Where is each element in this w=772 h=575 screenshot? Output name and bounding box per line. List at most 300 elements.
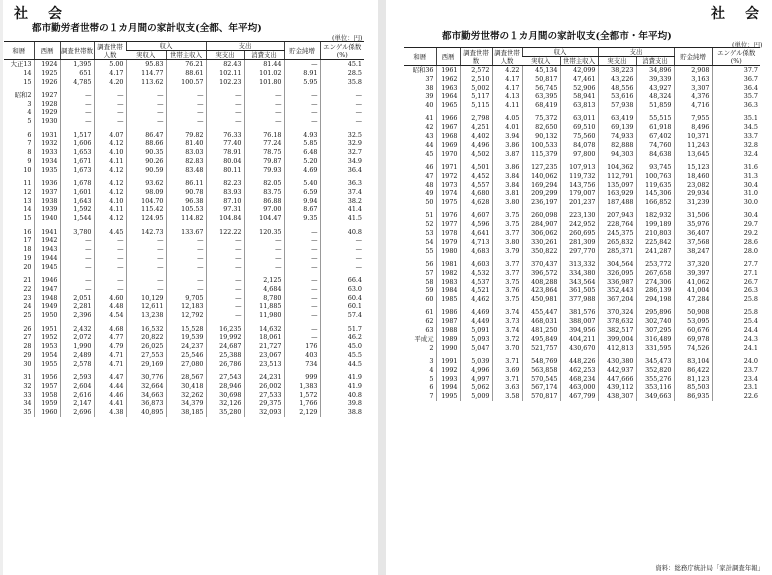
table-cell: 97,800 <box>560 150 598 159</box>
table-cell: — <box>126 263 166 272</box>
table-cell: — <box>244 245 284 254</box>
table-cell: 85,503 <box>674 383 712 392</box>
table-title: 都市勤労者世帯の１カ月間の家計収支(全都、年平均) <box>32 23 262 34</box>
table-cell: 30.4 <box>712 211 760 220</box>
table-cell: — <box>60 263 94 272</box>
table-cell: 51 <box>425 211 434 220</box>
table-cell: 31.3 <box>712 172 760 181</box>
table-cell: 2,510 <box>460 75 492 84</box>
table-cell: 42,099 <box>560 66 598 75</box>
table-cell: 24,237 <box>166 342 206 351</box>
table-cell: 4,641 <box>460 229 492 238</box>
table-cell: 24.1 <box>712 344 760 353</box>
table-cell: 86,422 <box>674 366 712 375</box>
table-row <box>404 123 760 132</box>
table-cell: 378,632 <box>598 317 636 326</box>
table-cell: 11,885 <box>244 302 284 311</box>
table-cell: 88.61 <box>166 69 206 78</box>
table-cell: 28.0 <box>712 247 760 256</box>
table-row <box>4 205 364 214</box>
table-cell: 97.31 <box>206 205 244 214</box>
table-cell: 4.48 <box>94 302 126 311</box>
table-cell: 349,663 <box>636 392 674 401</box>
header-survey-households: 調査世帯数 <box>60 42 94 60</box>
table-cell: 119,732 <box>560 172 598 181</box>
table-cell: 1,990 <box>60 342 94 351</box>
table-cell: 1962 <box>436 75 460 84</box>
table-cell: 41.4 <box>320 205 364 214</box>
table-cell: 34.9 <box>320 157 364 166</box>
table-cell: 8.67 <box>284 205 320 214</box>
table-cell: 307,295 <box>636 326 674 335</box>
table-cell: 31 <box>23 373 32 381</box>
table-cell: 3.94 <box>492 132 522 141</box>
table-cell: 1939 <box>34 205 60 214</box>
table-cell: — <box>206 117 244 126</box>
table-cell: 1956 <box>34 373 60 382</box>
table-cell: 12,611 <box>126 302 166 311</box>
table-cell: 394,956 <box>560 326 598 335</box>
table-cell: 63,395 <box>522 92 560 101</box>
table-cell: 3.63 <box>492 383 522 392</box>
table-cell: 35.8 <box>320 78 364 87</box>
table-cell: — <box>206 245 244 254</box>
table-cell: — <box>60 117 94 126</box>
header-engel: エンゲル係数(%) <box>320 42 364 60</box>
table-cell: 1992 <box>436 366 460 375</box>
table-cell: 30.4 <box>712 181 760 190</box>
table-cell: 3.75 <box>492 295 522 304</box>
table-cell: 1945 <box>34 263 60 272</box>
table-cell: 521,757 <box>522 344 560 353</box>
table-cell: 53 <box>425 229 434 238</box>
table-cell: 207,943 <box>598 211 636 220</box>
table-cell: 3.86 <box>492 163 522 172</box>
table-cell: 32.8 <box>712 141 760 150</box>
table-cell: 7,955 <box>674 114 712 123</box>
table-cell: 90,132 <box>522 132 560 141</box>
table-cell: 5,091 <box>460 326 492 335</box>
table-cell: — <box>166 108 206 117</box>
table-cell: 326,095 <box>598 269 636 278</box>
table-row <box>404 189 760 198</box>
header-household-members: 調査世帯人数 <box>492 48 522 66</box>
table-cell: 316,489 <box>636 335 674 344</box>
table-cell: 113.62 <box>126 78 166 87</box>
table-cell: 93.62 <box>126 179 166 188</box>
table-cell: 462,253 <box>560 366 598 375</box>
table-row <box>404 392 760 401</box>
table-cell: 4,680 <box>460 189 492 198</box>
table-row <box>404 344 760 353</box>
table-row <box>4 263 364 272</box>
table-row <box>404 198 760 207</box>
table-cell: 463,000 <box>560 383 598 392</box>
table-cell: 1,544 <box>60 214 94 223</box>
table-cell: 45,134 <box>522 66 560 75</box>
table-cell: 3.87 <box>492 150 522 159</box>
table-cell: 2,616 <box>60 391 94 400</box>
table-cell: 37,320 <box>674 260 712 269</box>
table-cell: 1980 <box>436 247 460 256</box>
table-cell: 58 <box>425 277 434 286</box>
table-cell: 63,011 <box>560 114 598 123</box>
table-row <box>404 317 760 326</box>
table-cell: 286,139 <box>636 286 674 295</box>
table-cell: — <box>166 276 206 285</box>
table-cell: 1981 <box>436 260 460 269</box>
table-cell: — <box>126 245 166 254</box>
table-cell: 4 <box>429 365 434 374</box>
table-cell: 3,163 <box>674 75 712 84</box>
table-cell: 2,489 <box>60 351 94 360</box>
table-cell: 5.85 <box>284 139 320 148</box>
table-row <box>404 260 760 269</box>
table-cell: — <box>60 108 94 117</box>
table-cell: 79.87 <box>244 157 284 166</box>
table-cell: 4,376 <box>674 92 712 101</box>
table-cell: 31.0 <box>712 189 760 198</box>
table-cell: 3,307 <box>674 84 712 93</box>
table-cell: 3.80 <box>492 198 522 207</box>
header-consumption: 消費支出 <box>244 51 284 60</box>
table-cell: 352,443 <box>598 286 636 295</box>
table-row <box>404 132 760 141</box>
table-cell: — <box>284 100 320 109</box>
table-cell: 29 <box>23 350 32 359</box>
table-cell: 86.47 <box>126 131 166 140</box>
table-cell: — <box>284 276 320 285</box>
table-row <box>404 66 760 75</box>
table-row <box>404 141 760 150</box>
table-cell: 40.8 <box>320 228 364 237</box>
table-cell: 1982 <box>436 269 460 278</box>
table-cell: 570,817 <box>522 392 560 401</box>
table-cell: 26,786 <box>206 360 244 369</box>
table-cell: 4.54 <box>94 311 126 320</box>
table-cell: 1,673 <box>60 166 94 175</box>
table-cell: — <box>244 117 284 126</box>
table-cell: 201,237 <box>560 198 598 207</box>
table-cell: 61,918 <box>636 123 674 132</box>
table-cell: 14 <box>23 205 32 214</box>
table-cell: 4,449 <box>460 317 492 326</box>
header-income: 収入 <box>522 48 598 57</box>
table-cell: 468,234 <box>560 375 598 384</box>
table-cell: 1965 <box>436 101 460 110</box>
table-cell: 267,658 <box>636 269 674 278</box>
table-cell: 430,670 <box>560 344 598 353</box>
table-cell: 143,756 <box>560 181 598 190</box>
table-cell: 265,832 <box>598 238 636 247</box>
table-cell: 4,996 <box>460 366 492 375</box>
table-row <box>4 360 364 369</box>
table-cell: 34,379 <box>166 399 206 408</box>
table-cell: 52,906 <box>560 84 598 93</box>
table-cell: — <box>244 254 284 263</box>
table-cell: 3.75 <box>492 220 522 229</box>
table-cell: 1957 <box>34 382 60 391</box>
table-cell: 39,339 <box>636 75 674 84</box>
table-cell: 4.69 <box>284 166 320 175</box>
table-cell: 32.9 <box>320 139 364 148</box>
table-cell: 142.73 <box>126 228 166 237</box>
table-cell: 9.35 <box>284 214 320 223</box>
table-cell: 112,791 <box>598 172 636 181</box>
table-cell: 1931 <box>34 131 60 140</box>
table-cell: 396,572 <box>522 269 560 278</box>
table-cell: 66.4 <box>320 276 364 285</box>
table-cell: 408,288 <box>522 278 560 287</box>
table-cell: 1944 <box>34 254 60 263</box>
table-row <box>4 333 364 342</box>
table-cell: 28,946 <box>206 382 244 391</box>
table-row <box>4 139 364 148</box>
table-cell: — <box>166 263 206 272</box>
table-row <box>4 69 364 78</box>
table-cell: 4.38 <box>94 408 126 417</box>
table-cell: 27,553 <box>126 351 166 360</box>
table-cell: 1978 <box>436 229 460 238</box>
table-cell: 1991 <box>436 357 460 366</box>
table-cell: 40,895 <box>126 408 166 417</box>
table-cell: 4.13 <box>492 92 522 101</box>
table-cell: 1952 <box>34 333 60 342</box>
table-cell: 4.12 <box>94 166 126 175</box>
table-cell: 1950 <box>34 311 60 320</box>
table-cell: 25,546 <box>166 351 206 360</box>
table-cell: 90.26 <box>126 157 166 166</box>
table-row <box>4 302 364 311</box>
table-cell: 297,770 <box>560 247 598 256</box>
table-cell: 57,938 <box>598 101 636 110</box>
table-cell: — <box>60 276 94 285</box>
table-cell: 1967 <box>436 123 460 132</box>
table-cell: 48,556 <box>598 84 636 93</box>
table-cell: 69,510 <box>560 123 598 132</box>
table-cell: 67,402 <box>636 132 674 141</box>
table-cell: 1,766 <box>284 399 320 408</box>
table-cell: 83.93 <box>206 188 244 197</box>
table-cell: 5,009 <box>460 392 492 401</box>
table-cell: 404,211 <box>560 335 598 344</box>
table-cell: 570,545 <box>522 375 560 384</box>
table-cell: — <box>94 117 126 126</box>
table-cell: 5,039 <box>460 357 492 366</box>
table-cell: 60 <box>425 295 434 304</box>
table-cell: — <box>206 302 244 311</box>
table-cell: 23.1 <box>712 383 760 392</box>
table-cell: 90.78 <box>166 188 206 197</box>
table-cell: 32,262 <box>166 391 206 400</box>
table-cell: 5.00 <box>94 60 126 69</box>
table-cell: 29.7 <box>712 220 760 229</box>
table-cell: 29,169 <box>126 360 166 369</box>
table-cell: — <box>60 245 94 254</box>
header-actual-expenditure: 実支出 <box>206 51 244 60</box>
table-cell: 80.11 <box>206 166 244 175</box>
table-cell: 4.17 <box>94 69 126 78</box>
header-head-income: 世帯主収入 <box>560 57 598 66</box>
table-cell: 49 <box>425 189 434 198</box>
table-row <box>4 131 364 140</box>
table-cell: 11 <box>23 179 32 188</box>
table-cell: 1969 <box>436 141 460 150</box>
table-cell: 1975 <box>436 198 460 207</box>
table-cell: — <box>166 285 206 294</box>
table-cell: 39 <box>425 92 434 101</box>
table-cell: 5 <box>429 374 434 383</box>
table-cell: 281,309 <box>560 238 598 247</box>
table-cell: — <box>284 294 320 303</box>
table-row <box>404 335 760 344</box>
table-cell: — <box>206 236 244 245</box>
table-row <box>404 375 760 384</box>
table-cell: 32.7 <box>320 148 364 157</box>
table-cell: 16,532 <box>126 325 166 334</box>
table-cell: 1994 <box>436 383 460 392</box>
table-cell: 58,941 <box>560 92 598 101</box>
table-cell: 438,307 <box>598 392 636 401</box>
table-cell: 60,676 <box>674 326 712 335</box>
table-cell: 114.82 <box>166 214 206 223</box>
table-cell: 1941 <box>34 228 60 237</box>
table-cell: 46 <box>425 162 434 171</box>
table-cell: 25.4 <box>712 317 760 326</box>
table-cell: 2 <box>429 343 434 352</box>
table-cell: 4,683 <box>460 247 492 256</box>
table-cell: 28 <box>23 342 32 351</box>
table-cell: 4,462 <box>460 295 492 304</box>
table-cell: 30,776 <box>126 373 166 382</box>
table-cell: 29,934 <box>674 189 712 198</box>
table-cell: 127,235 <box>522 163 560 172</box>
table-row <box>4 91 364 100</box>
table-cell: 30,698 <box>206 391 244 400</box>
table-cell: 11,980 <box>244 311 284 320</box>
table-cell: 361,505 <box>560 286 598 295</box>
table-row <box>404 286 760 295</box>
table-cell: 37.7 <box>712 66 760 75</box>
table-cell: 381,576 <box>560 308 598 317</box>
table-cell: — <box>166 91 206 100</box>
table-row <box>4 228 364 237</box>
table-cell: 34.5 <box>712 123 760 132</box>
table-cell: 1,671 <box>60 157 94 166</box>
table-cell: 1926 <box>34 78 60 87</box>
table-cell: 46.2 <box>320 333 364 342</box>
table-cell: 4.01 <box>492 123 522 132</box>
table-cell: 4,684 <box>244 285 284 294</box>
table-cell: 1946 <box>34 276 60 285</box>
header-actual-expenditure: 実支出 <box>598 57 636 66</box>
table-cell: 4.45 <box>94 228 126 237</box>
table-cell: 6.59 <box>284 188 320 197</box>
table-cell: 331,595 <box>636 344 674 353</box>
table-cell: — <box>244 100 284 109</box>
table-cell: 37,568 <box>674 238 712 247</box>
table-cell: 82,888 <box>598 141 636 150</box>
table-cell: — <box>126 100 166 109</box>
table-cell: 27.7 <box>712 260 760 269</box>
table-cell: 439,112 <box>598 383 636 392</box>
table-cell: 4,496 <box>460 141 492 150</box>
table-cell: 31,239 <box>674 198 712 207</box>
table-cell: 38.8 <box>320 408 364 417</box>
table-cell: — <box>126 276 166 285</box>
table-cell: 25,388 <box>206 351 244 360</box>
table-cell: — <box>320 245 364 254</box>
table-cell: 3.71 <box>492 357 522 366</box>
table-cell: 1928 <box>34 100 60 109</box>
table-cell: 24,687 <box>206 342 244 351</box>
table-cell: 15,123 <box>674 163 712 172</box>
table-cell: 3,780 <box>60 228 94 237</box>
table-cell: 399,004 <box>598 335 636 344</box>
table-cell: 5 <box>27 117 32 126</box>
table-cell: 442,937 <box>598 366 636 375</box>
table-cell: 74,933 <box>598 132 636 141</box>
table-cell: — <box>284 236 320 245</box>
table-cell: 4,785 <box>60 78 94 87</box>
table-row <box>4 157 364 166</box>
table-cell: 82,650 <box>522 123 560 132</box>
table-cell: 50,908 <box>674 308 712 317</box>
table-cell: — <box>206 285 244 294</box>
table-cell: 1954 <box>34 351 60 360</box>
table-cell: 60.4 <box>320 294 364 303</box>
table-cell: 1989 <box>436 335 460 344</box>
table-cell: 124.95 <box>126 214 166 223</box>
table-cell: — <box>320 100 364 109</box>
table-cell: — <box>126 236 166 245</box>
table-cell: 353,116 <box>636 383 674 392</box>
table-cell: 3.74 <box>492 308 522 317</box>
table-cell: 102.11 <box>206 69 244 78</box>
header-era: 和暦 <box>4 42 34 60</box>
table-row <box>4 408 364 417</box>
table-cell: 35,976 <box>674 220 712 229</box>
table-cell: 2,696 <box>60 408 94 417</box>
table-cell: — <box>94 276 126 285</box>
table-cell: 28,567 <box>166 373 206 382</box>
table-cell: 163,929 <box>598 189 636 198</box>
table-cell: 1973 <box>436 181 460 190</box>
table-cell: 2,072 <box>60 333 94 342</box>
table-cell: 1951 <box>34 325 60 334</box>
table-cell: 47 <box>425 171 434 180</box>
header-actual-income: 実収入 <box>126 51 166 60</box>
header-year: 西暦 <box>34 42 60 60</box>
table-cell: — <box>166 236 206 245</box>
table-cell: 27,543 <box>206 373 244 382</box>
table-cell: 4,501 <box>460 163 492 172</box>
table-cell: 24.3 <box>712 335 760 344</box>
table-cell: — <box>60 236 94 245</box>
table-cell: 1949 <box>34 302 60 311</box>
table-cell: 83.48 <box>166 166 206 175</box>
table-cell: 1974 <box>436 189 460 198</box>
table-row <box>404 75 760 84</box>
table-cell: 86,935 <box>674 392 712 401</box>
table-cell: 1961 <box>436 66 460 75</box>
table-cell: 36,407 <box>674 229 712 238</box>
table-cell: 76.21 <box>166 60 206 69</box>
table-cell: 35.7 <box>712 92 760 101</box>
table-row <box>4 399 364 408</box>
table-cell: 4,402 <box>460 132 492 141</box>
section-heading: 社 会 <box>14 6 65 22</box>
